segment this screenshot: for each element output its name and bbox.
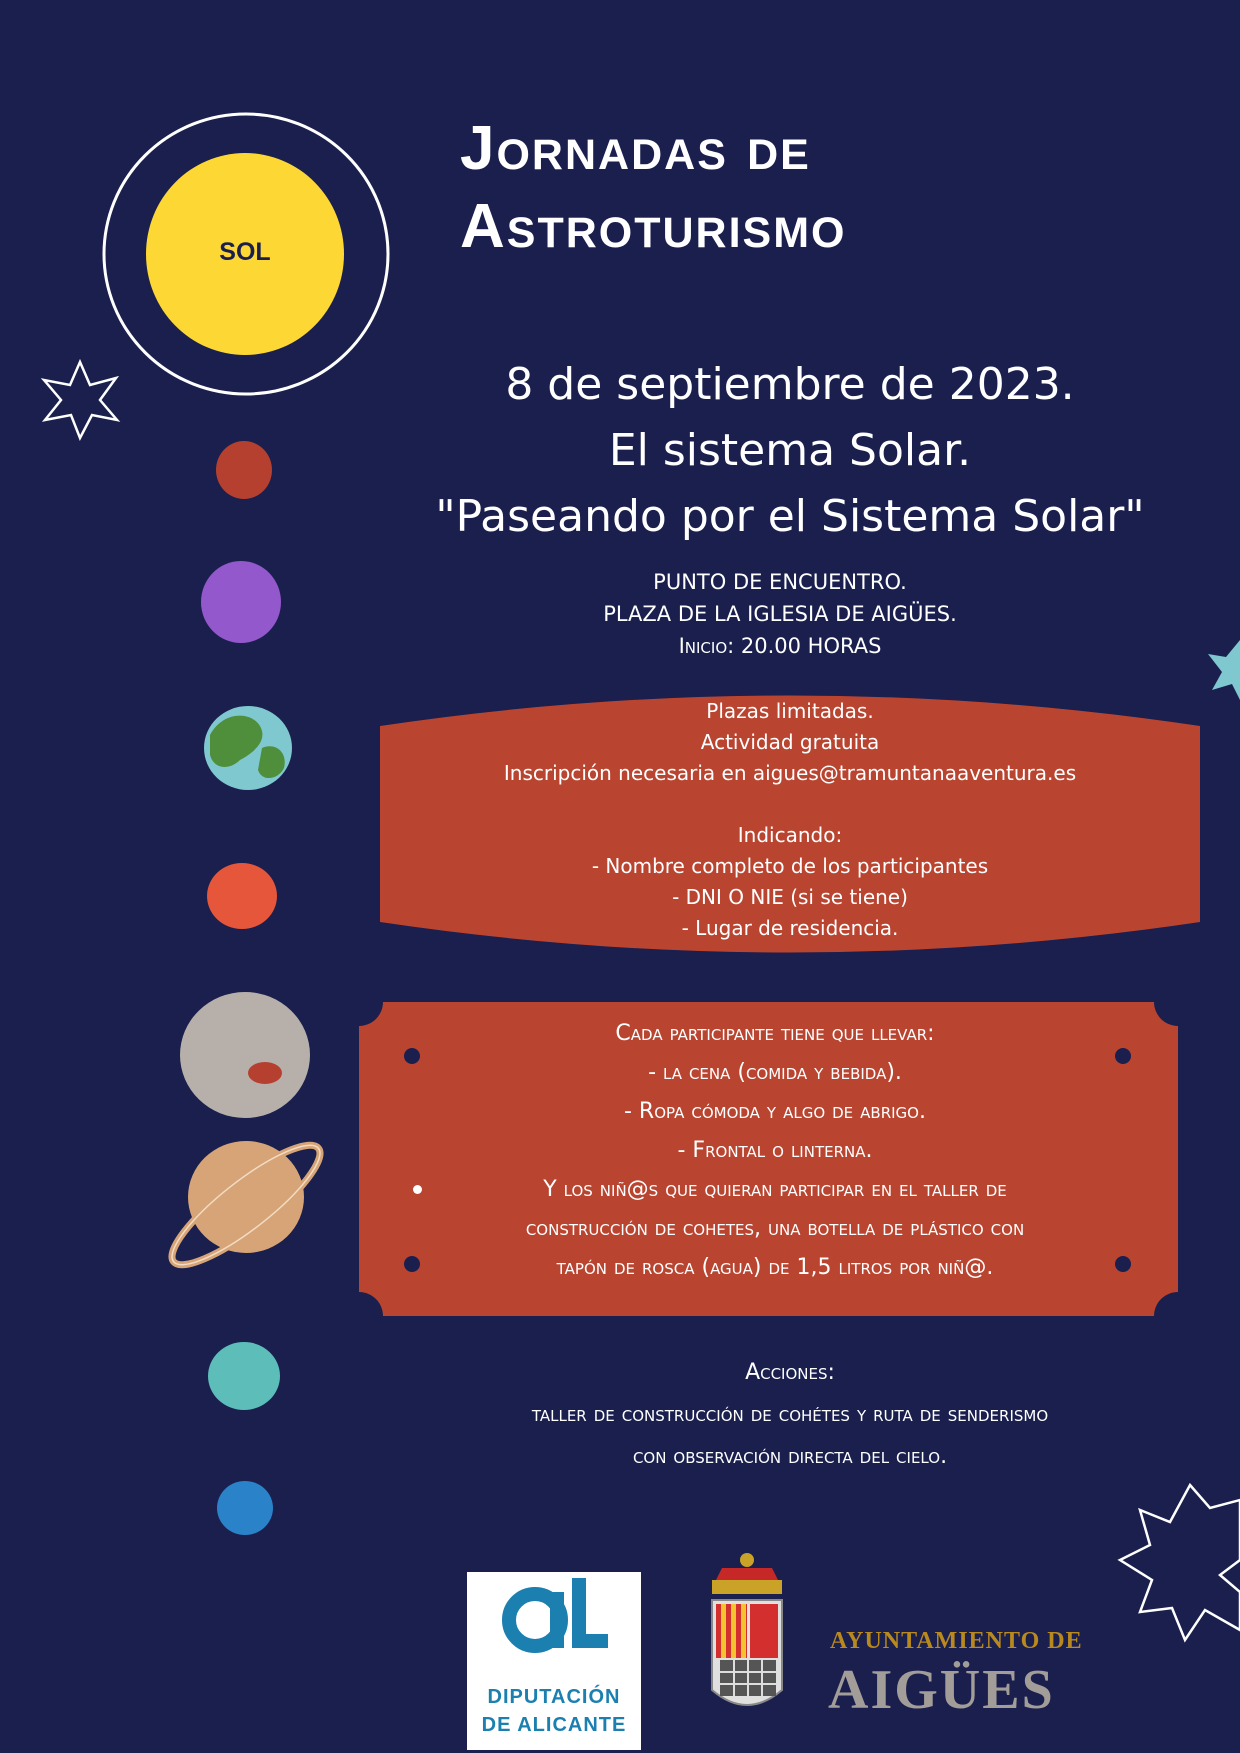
star-outline-bottom-right-icon (1120, 1485, 1240, 1640)
title-line-2: Astroturismo (460, 192, 847, 261)
ayuntamiento-town-name: AIGÜES (828, 1659, 1055, 1721)
venus-planet (201, 561, 281, 643)
meeting-place: PLAZA DE LA IGLESIA DE AIGÜES. (603, 602, 957, 626)
saturn-planet (159, 1129, 334, 1280)
indicating-item: - Lugar de residencia. (681, 916, 899, 940)
earth-planet (204, 706, 292, 790)
meeting-point (480, 566, 1080, 662)
event-date: 8 de septiembre de 2023. (505, 359, 1075, 410)
bring-list (395, 1014, 1155, 1287)
bring-item: - Frontal o linterna. (677, 1138, 873, 1163)
star-outline-left-icon (44, 362, 117, 438)
meeting-label: PUNTO DE ENCUENTRO. (653, 570, 907, 594)
indicating-item: - DNI O NIE (si se tiene) (672, 885, 908, 909)
bring-item: - la cena (comida y bebida). (648, 1060, 902, 1085)
event-theme: El sistema Solar. (608, 425, 972, 476)
mars-planet (207, 863, 277, 929)
uranus-planet (208, 1342, 280, 1410)
actions-title: Acciones: (745, 1360, 835, 1385)
meeting-start-time: Inicio: 20.00 HORAS (678, 634, 882, 658)
title-line-1: Jornadas de (460, 114, 811, 183)
actions-line: con observación directa del cielo. (632, 1444, 948, 1469)
registration-info (380, 696, 1200, 944)
registration-line: Plazas limitadas. (706, 699, 874, 723)
diputacion-name-line: DE ALICANTE (481, 1714, 627, 1736)
event-headline (380, 352, 1200, 550)
actions-section (390, 1352, 1190, 1478)
neptune-planet (217, 1481, 273, 1535)
bring-children-note (395, 1170, 1155, 1287)
poster-title (460, 110, 1060, 266)
bring-children-line: Y los niñ@s que quieran participar en el taller de (543, 1177, 1007, 1202)
registration-line: Actividad gratuita (700, 730, 880, 754)
diputacion-logo-text (467, 1683, 641, 1739)
indicating-title: Indicando: (737, 823, 843, 847)
registration-email-line: Inscripción necesaria en aigues@tramuntanaaventura.es (503, 761, 1077, 785)
star-teal-right-icon (1208, 640, 1240, 700)
aigues-coat-of-arms (712, 1553, 782, 1705)
indicating-item: - Nombre completo de los participantes (591, 854, 989, 878)
bring-children-line: construcción de cohetes, una botella de plástico con (525, 1216, 1025, 1241)
bring-children-line: tapón de rosca (agua) de 1,5 litros por niñ@. (556, 1255, 994, 1280)
sun-label: SOL (219, 238, 271, 266)
bring-item: - Ropa cómoda y algo de abrigo. (624, 1099, 926, 1124)
jupiter-planet (180, 992, 310, 1118)
bullet-icon (413, 1185, 422, 1194)
event-subtitle: "Paseando por el Sistema Solar" (435, 491, 1145, 542)
ayuntamiento-label: AYUNTAMIENTO DE (830, 1628, 1083, 1654)
actions-line: taller de construcción de cohétes y ruta de senderismo (531, 1402, 1049, 1427)
diputacion-name-line: DIPUTACIÓN (487, 1686, 621, 1708)
bring-title: Cada participante tiene que llevar: (615, 1021, 935, 1046)
mercury-planet (216, 441, 272, 499)
